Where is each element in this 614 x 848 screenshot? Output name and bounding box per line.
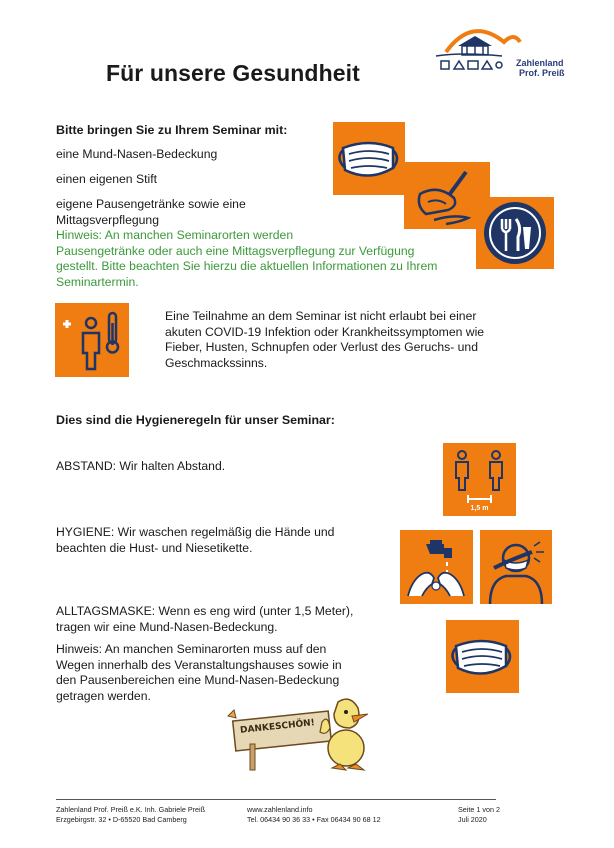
bring-hint-line4: Seminartermin. bbox=[56, 274, 139, 289]
handwash-icon bbox=[400, 530, 473, 604]
illness-notice bbox=[165, 309, 484, 371]
footer-address: Erzgebirgstr. 32 • D-65520 Bad Camberg bbox=[56, 815, 187, 824]
footer-divider bbox=[56, 799, 496, 800]
bring-item-mask: eine Mund-Nasen-Bedeckung bbox=[56, 147, 218, 161]
rule-hint-line2: Wegen innerhalb des Veranstaltungshauses sowie in bbox=[56, 657, 342, 672]
bring-item-food-line1: eigene Pausengetränke sowie eine bbox=[56, 197, 246, 211]
mascot-icon bbox=[222, 688, 372, 774]
footer-phone: Tel. 06434 90 36 33 • Fax 06434 90 68 12 bbox=[247, 815, 381, 824]
rules-heading: Dies sind die Hygieneregeln für unser Seminar: bbox=[56, 413, 335, 427]
footer-web-link[interactable]: www.zahlenland.info bbox=[247, 805, 313, 814]
footer-page-number: Seite 1 von 2 bbox=[458, 805, 500, 814]
rule-maske-line2: tragen wir eine Mund-Nasen-Bedeckung. bbox=[56, 619, 278, 634]
rule-hint-line4: getragen werden. bbox=[56, 688, 151, 703]
bring-item-food bbox=[56, 197, 246, 228]
logo-name bbox=[516, 58, 565, 78]
logo-line2: Prof. Preiß bbox=[519, 68, 565, 78]
illness-line4: Geschmackssinns. bbox=[165, 355, 268, 370]
bring-item-food-line2: Mittagsverpflegung bbox=[56, 212, 159, 227]
rule-hint-line3: den Pausenbereichen eine Mund-Nasen-Bedeckung bbox=[56, 673, 340, 687]
mask-icon bbox=[333, 122, 405, 195]
rule-abstand: ABSTAND: Wir halten Abstand. bbox=[56, 459, 226, 473]
footer-date: Juli 2020 bbox=[458, 815, 487, 824]
distance-label: 1,5 m bbox=[470, 505, 489, 512]
illness-line1: Eine Teilnahme an dem Seminar ist nicht erlaubt bei einer bbox=[165, 309, 477, 323]
bring-hint-line2: Pausengetränke oder auch eine Mittagsverpflegung zur Verfügung bbox=[56, 243, 415, 258]
rule-hygiene bbox=[56, 525, 334, 556]
illness-line3: Fieber, Husten, Schnupfen oder Verlust des Geruchs- und bbox=[165, 340, 478, 354]
rule-hint-line1: Hinweis: An manchen Seminarorten muss auf den bbox=[56, 642, 327, 656]
footer-company-block bbox=[56, 805, 205, 825]
page-title: Für unsere Gesundheit bbox=[106, 60, 360, 86]
cutlery-icon bbox=[476, 197, 554, 269]
footer-page-block bbox=[458, 805, 500, 825]
rule-hygiene-line1: HYGIENE: Wir waschen regelmäßig die Hände und bbox=[56, 525, 335, 539]
rule-maske bbox=[56, 604, 353, 635]
bring-heading: Bitte bringen Sie zu Ihrem Seminar mit: bbox=[56, 123, 288, 137]
bring-item-pen: einen eigenen Stift bbox=[56, 172, 157, 186]
illness-line2: akuten COVID-19 Infektion oder Krankheitssymptomen wie bbox=[165, 324, 485, 339]
bring-hint-line1: Hinweis: An manchen Seminarorten werden bbox=[56, 228, 294, 242]
logo-line1: Zahlenland bbox=[516, 58, 564, 68]
distance-icon bbox=[443, 443, 516, 516]
footer-company: Zahlenland Prof. Preiß e.K. Inh. Gabriele Preiß bbox=[56, 805, 206, 814]
sign-text: DANKESCHÖN! bbox=[239, 718, 316, 736]
bring-hint bbox=[56, 228, 437, 290]
footer-contact-block bbox=[247, 805, 381, 825]
thermometer-person-icon bbox=[55, 303, 129, 377]
rule-maske-line1: ALLTAGSMASKE: Wenn es eng wird (unter 1,5 Meter), bbox=[56, 604, 354, 618]
mask-icon bbox=[446, 620, 519, 693]
bring-hint-line3: gestellt. Bitte beachten Sie hierzu die aktuellen Informationen zu Ihrem bbox=[56, 259, 438, 273]
sneeze-icon bbox=[480, 530, 552, 604]
rule-hygiene-line2: beachten die Hust- und Niesetikette. bbox=[56, 540, 253, 555]
